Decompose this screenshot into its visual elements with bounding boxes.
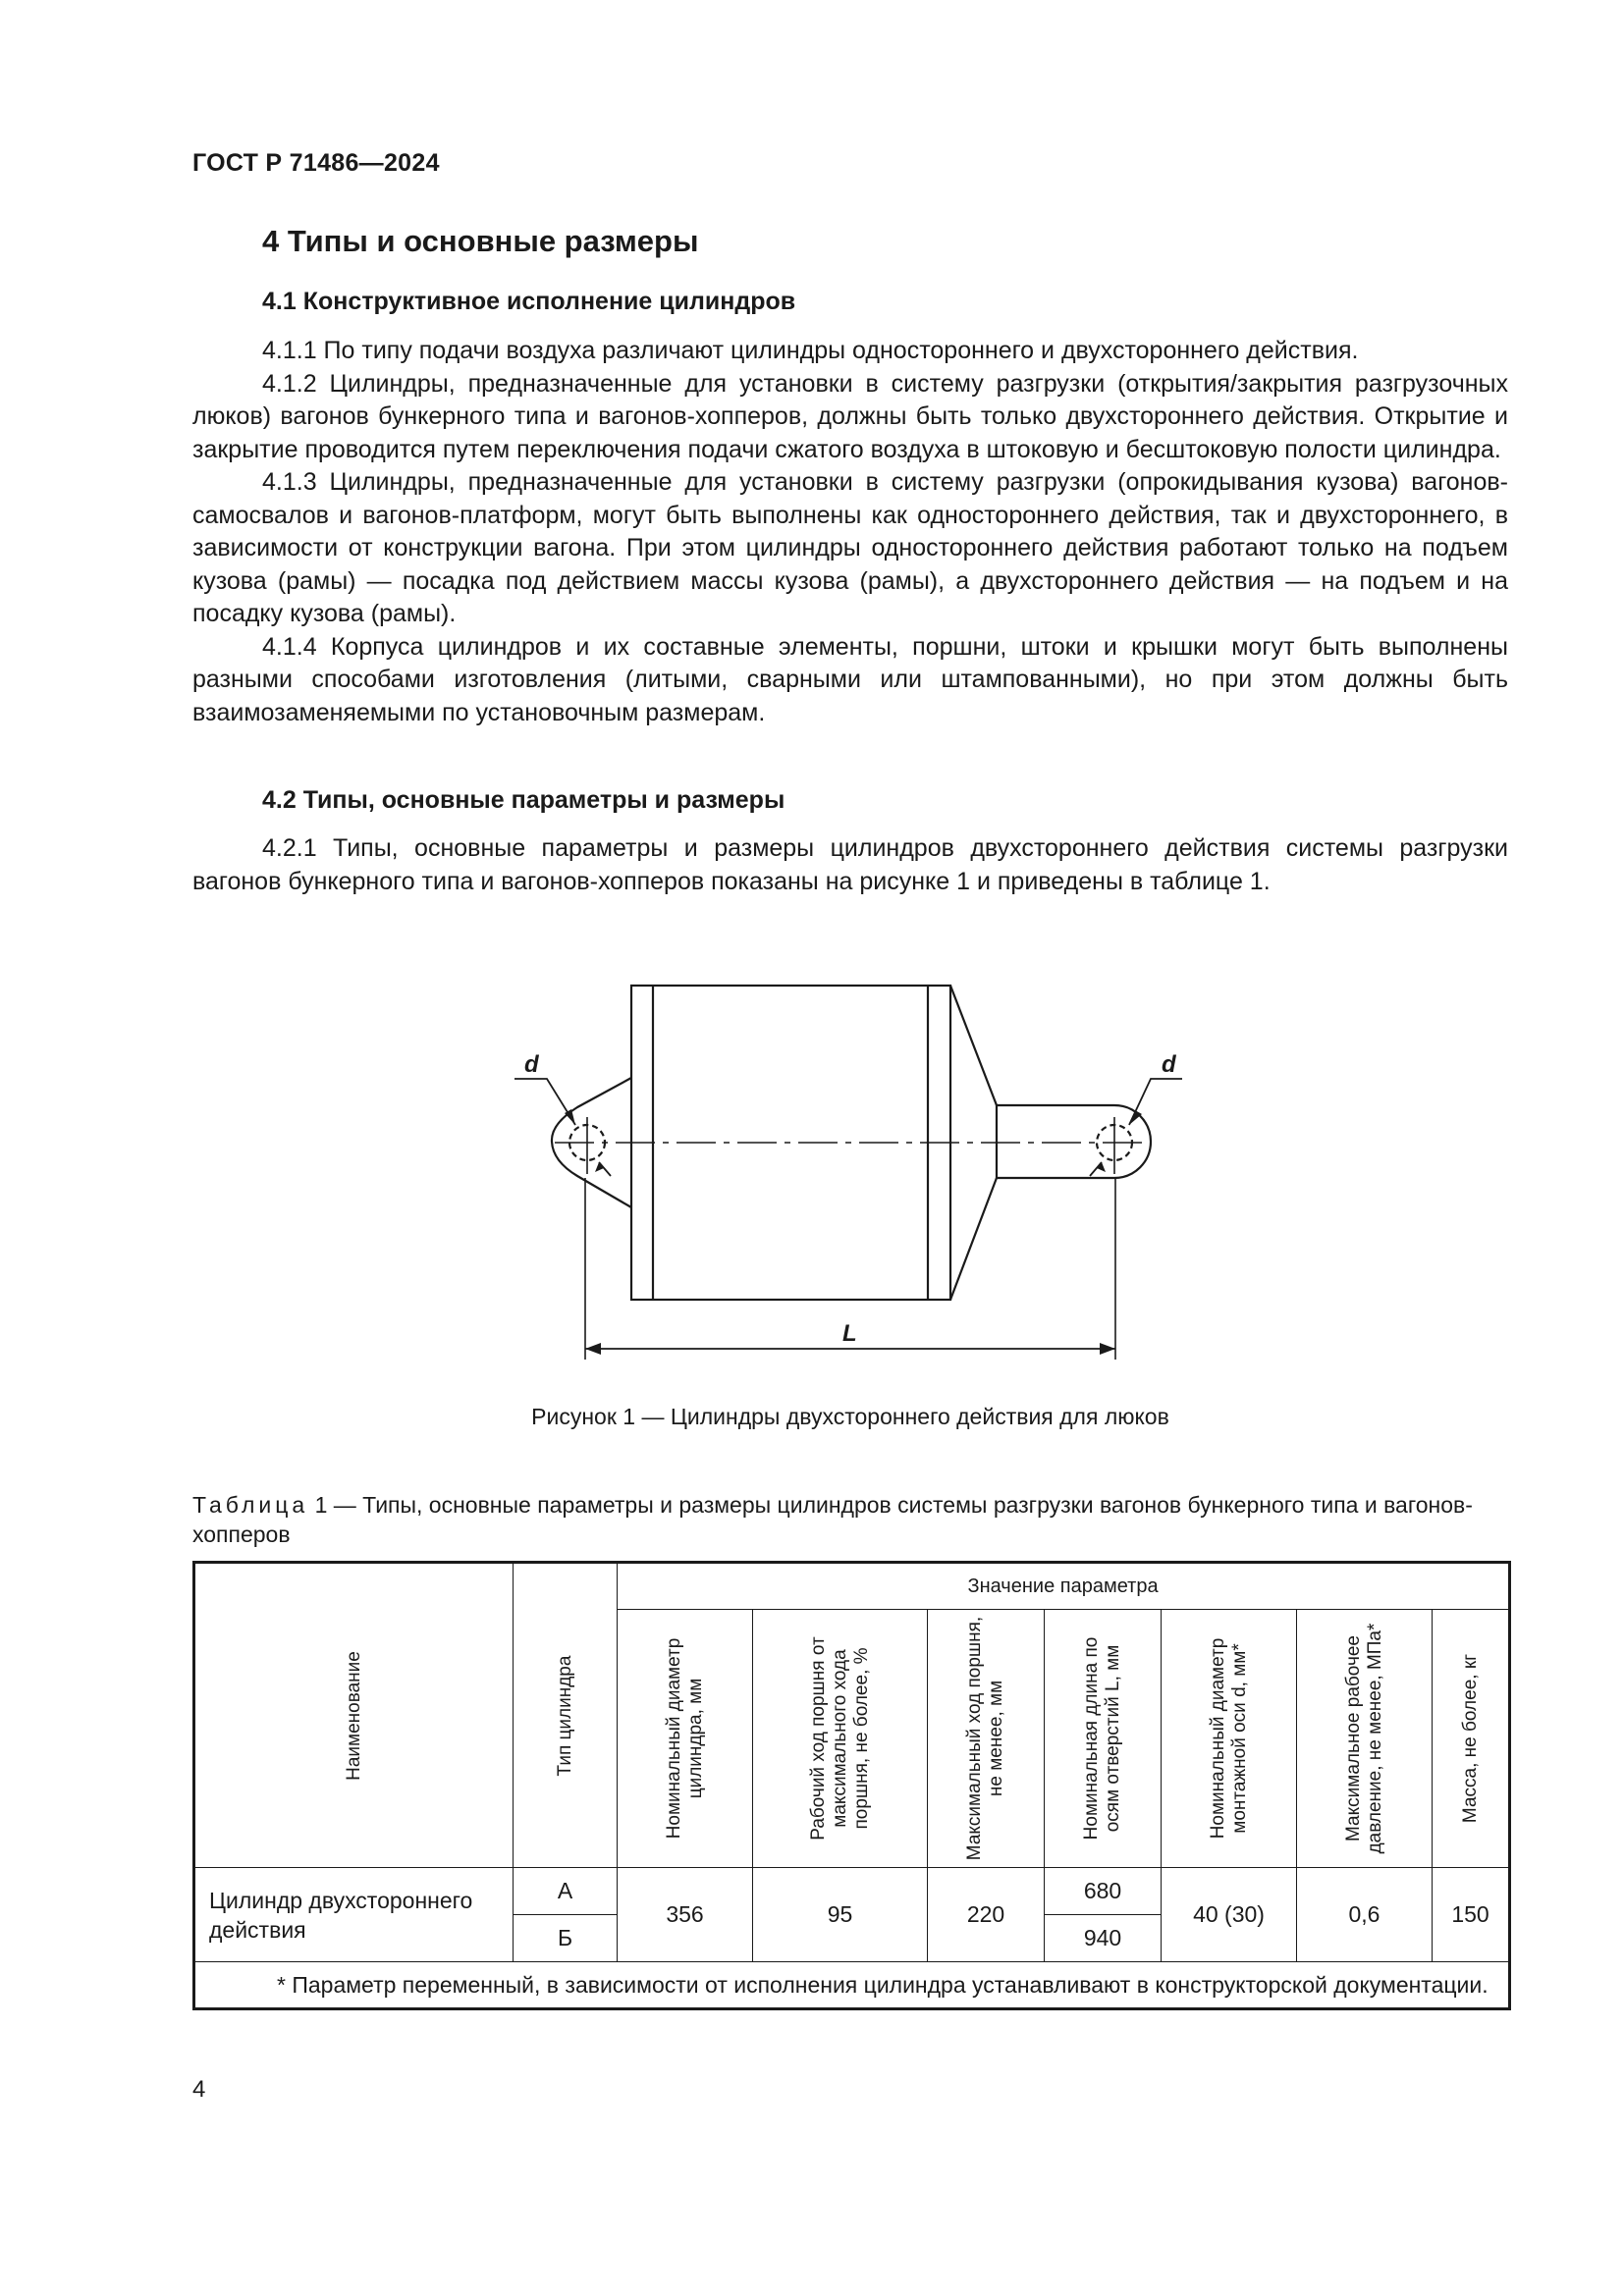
paragraph-4-2-1: 4.2.1 Типы, основные параметры и размеры цилиндров двухстороннего действия системы разгрузки вагонов бункерного типа и вагонов-хопперов показаны на рисунке 1 и приведены в таблице 1. <box>192 834 1508 895</box>
section-4-2-title: 4.2 Типы, основные параметры и размеры <box>262 786 785 814</box>
cell-pressure: 0,6 <box>1297 1868 1433 1962</box>
table-row <box>194 1868 1510 1915</box>
cell-type-b: Б <box>514 1915 618 1962</box>
header-diameter: Номинальный диаметр цилиндра, мм <box>618 1610 753 1868</box>
label-L: L <box>842 1320 857 1347</box>
cell-name: Цилиндр двухстороннего действия <box>194 1868 514 1962</box>
header-mass: Масса, не более, кг <box>1433 1610 1510 1868</box>
header-axis-diameter: Номинальный диаметр монтажной оси d, мм* <box>1162 1610 1297 1868</box>
cell-length-a: 680 <box>1045 1868 1162 1915</box>
header-pressure: Максимальное рабочее давление, не менее, МПа* <box>1297 1610 1433 1868</box>
header-length: Номинальная длина по осям отверстий L, мм <box>1045 1610 1162 1868</box>
table-caption <box>192 1490 1508 1549</box>
piston-rod <box>997 1105 1151 1178</box>
parameters-table <box>192 1561 1511 2010</box>
cell-length-b: 940 <box>1045 1915 1162 1962</box>
header-stroke: Рабочий ход поршня от максимального хода поршня, не более, % <box>753 1610 928 1868</box>
figure-caption: Рисунок 1 — Цилиндры двухстороннего действия для люков <box>531 1404 1169 1429</box>
paragraph-4-1-3: 4.1.3 Цилиндры, предназначенные для установки в систему разгрузки (опрокидывания кузова) вагонов-самосвалов и вагонов-платформ, могут быть выполнены как одностороннего действия, так и двухстороннего, в зависимости от конструкции вагона. При этом цилиндры одностороннего действия работают только на подъем кузова (рамы) — посадка под действием массы кузова (рамы), а двухстороннего действия — на подъем и на посадку кузова (рамы). <box>192 468 1508 627</box>
cell-axis-diameter: 40 (30) <box>1162 1868 1297 1962</box>
cell-type-a: А <box>514 1868 618 1915</box>
page-number: 4 <box>192 2076 206 2103</box>
paragraph-4-1-1: 4.1.1 По типу подачи воздуха различают цилиндры одностороннего и двухстороннего действия. <box>262 337 1359 364</box>
table-footnote: * Параметр переменный, в зависимости от исполнения цилиндра устанавливают в конструкторской документации. <box>194 1962 1510 2009</box>
cell-max-stroke: 220 <box>928 1868 1045 1962</box>
section-4-title: 4 Типы и основные размеры <box>262 224 699 258</box>
label-d-right: d <box>1162 1051 1176 1078</box>
section-4-1-title: 4.1 Конструктивное исполнение цилиндров <box>262 288 796 315</box>
paragraph-4-1-2: 4.1.2 Цилиндры, предназначенные для установки в систему разгрузки (открытия/закрытия разгрузочных люков) вагонов бункерного типа и вагонов-хопперов, должны быть только двухстороннего действия. Открытие и закрытие проводится путем переключения подачи сжатого воздуха в штоковую и бесштоковую полости цилиндра. <box>192 369 1508 463</box>
cell-mass: 150 <box>1433 1868 1510 1962</box>
document-header: ГОСТ Р 71486—2024 <box>192 149 440 177</box>
label-d-left: d <box>524 1051 539 1078</box>
header-group: Значение параметра <box>618 1563 1510 1610</box>
header-max-stroke: Максимальный ход поршня, не менее, мм <box>928 1610 1045 1868</box>
leader-left-d <box>514 1079 575 1125</box>
header-type: Тип цилиндра <box>514 1563 618 1868</box>
cell-stroke: 95 <box>753 1868 928 1962</box>
table-caption-text: 1 — Типы, основные параметры и размеры цилиндров системы разгрузки вагонов бункерного типа и вагонов-хопперов <box>192 1492 1473 1547</box>
header-name: Наименование <box>194 1563 514 1868</box>
cell-diameter: 356 <box>618 1868 753 1962</box>
table-caption-prefix: Таблица <box>192 1492 309 1518</box>
paragraph-4-1-4: 4.1.4 Корпуса цилиндров и их составные элементы, поршни, штоки и крышки могут быть выполнены разными способами изготовления (литыми, сварными или штампованными), но при этом должны быть взаимозаменяемыми по установочным размерам. <box>192 632 1508 726</box>
